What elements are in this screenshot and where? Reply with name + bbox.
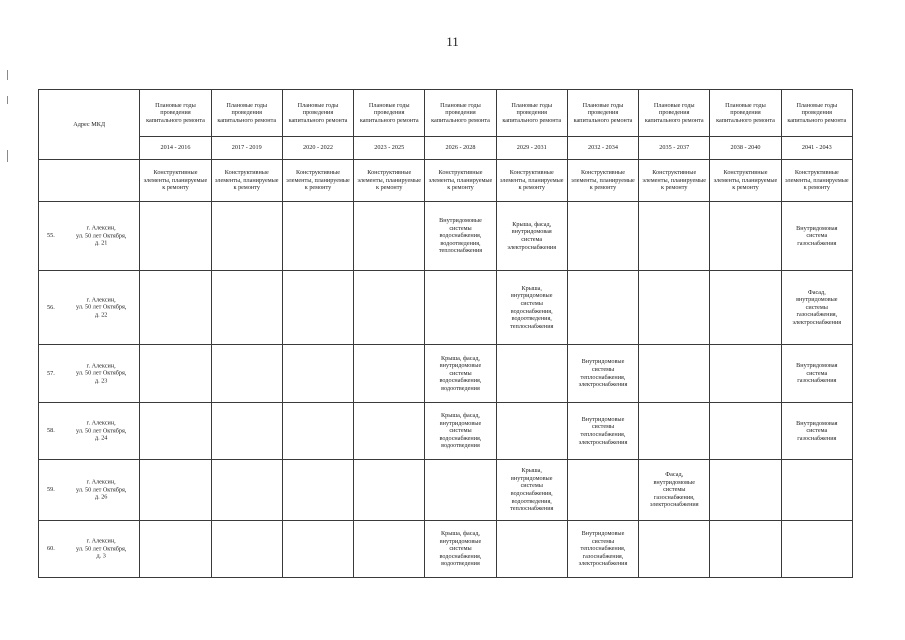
elements-title: Конструктивные элементы, планируемые к ремонту	[781, 160, 852, 202]
repair-cell	[354, 460, 425, 521]
row-address: г. Алексин, ул. 50 лет Октября, д. 26	[76, 478, 127, 501]
elements-title: Конструктивные элементы, планируемые к ремонту	[425, 160, 496, 202]
period-title: Плановые годы проведения капитального ремонта	[496, 90, 567, 137]
repair-cell	[781, 521, 852, 578]
repair-cell	[140, 271, 211, 345]
table-row	[39, 345, 853, 403]
repair-cell: Внутридомовая система газоснабжения	[781, 202, 852, 271]
elements-title: Конструктивные элементы, планируемые к ремонту	[354, 160, 425, 202]
period-years: 2032 - 2034	[567, 137, 638, 160]
repair-cell	[211, 460, 282, 521]
repair-cell: Фасад, внутридомовые системы газоснабжения, электроснабжения	[781, 271, 852, 345]
repair-cell	[211, 345, 282, 403]
period-years: 2029 - 2031	[496, 137, 567, 160]
elements-title: Конструктивные элементы, планируемые к ремонту	[496, 160, 567, 202]
header-row-elements	[39, 160, 853, 202]
elements-title: Конструктивные элементы, планируемые к ремонту	[639, 160, 710, 202]
row-number: 58.	[47, 427, 55, 435]
repair-cell	[354, 521, 425, 578]
repair-cell	[282, 271, 353, 345]
table-row	[39, 202, 853, 271]
repair-cell	[567, 460, 638, 521]
repair-cell	[710, 460, 781, 521]
period-title: Плановые годы проведения капитального ремонта	[425, 90, 496, 137]
repair-cell	[354, 345, 425, 403]
address-cell	[39, 460, 140, 521]
repair-cell	[710, 403, 781, 460]
period-title: Плановые годы проведения капитального ремонта	[211, 90, 282, 137]
row-address: г. Алексин, ул. 50 лет Октября, д. 23	[76, 362, 127, 385]
repair-cell	[567, 271, 638, 345]
address-cell	[39, 521, 140, 578]
repair-cell	[496, 345, 567, 403]
repair-cell: Внутридомовые системы теплоснабжения, электроснабжения	[567, 403, 638, 460]
period-years: 2035 - 2037	[639, 137, 710, 160]
repair-cell	[496, 403, 567, 460]
repair-cell	[710, 521, 781, 578]
repair-cell: Фасад, внутридомовые системы газоснабжения, электроснабжения	[639, 460, 710, 521]
header-row-period-titles	[39, 90, 853, 137]
repair-cell: Крыша, фасад, внутридомовые системы водоснабжения, водоотведения	[425, 521, 496, 578]
repair-cell	[710, 345, 781, 403]
period-title: Плановые годы проведения капитального ремонта	[781, 90, 852, 137]
repair-cell	[639, 345, 710, 403]
table-row	[39, 403, 853, 460]
row-address: г. Алексин, ул. 50 лет Октября, д. 22	[76, 296, 127, 319]
scan-margin-mark	[7, 96, 8, 104]
repair-cell: Крыша, внутридомовые системы водоснабжения, водоотведения, теплоснабжения	[496, 271, 567, 345]
repair-cell	[211, 521, 282, 578]
address-cell	[39, 403, 140, 460]
period-title: Плановые годы проведения капитального ремонта	[140, 90, 211, 137]
elements-title: Конструктивные элементы, планируемые к ремонту	[710, 160, 781, 202]
repair-cell	[211, 271, 282, 345]
repair-cell	[354, 271, 425, 345]
repair-cell	[639, 271, 710, 345]
repair-cell	[710, 271, 781, 345]
repair-cell: Крыша, фасад, внутридомовые системы водоснабжения, водоотведения	[425, 345, 496, 403]
repair-cell	[639, 521, 710, 578]
table-row	[39, 521, 853, 578]
repair-cell	[282, 403, 353, 460]
period-title: Плановые годы проведения капитального ремонта	[282, 90, 353, 137]
row-number: 59.	[47, 486, 55, 494]
period-years: 2023 - 2025	[354, 137, 425, 160]
address-cell	[39, 202, 140, 271]
repair-cell	[496, 521, 567, 578]
repair-cell: Внутридомовые системы водоснабжения, водоотведения, теплоснабжения	[425, 202, 496, 271]
address-subheader-empty	[39, 160, 140, 202]
address-cell	[39, 345, 140, 403]
elements-title: Конструктивные элементы, планируемые к ремонту	[211, 160, 282, 202]
repair-cell	[710, 202, 781, 271]
repair-cell	[211, 403, 282, 460]
period-title: Плановые годы проведения капитального ремонта	[710, 90, 781, 137]
repair-cell	[425, 460, 496, 521]
repair-cell: Внутридомовые системы теплоснабжения, газоснабжения, электроснабжения	[567, 521, 638, 578]
repair-cell	[282, 202, 353, 271]
repair-cell	[639, 202, 710, 271]
repair-cell: Крыша, внутридомовые системы водоснабжения, водоотведения, теплоснабжения	[496, 460, 567, 521]
row-address: г. Алексин, ул. 50 лет Октября, д. 24	[76, 419, 127, 442]
period-title: Плановые годы проведения капитального ремонта	[354, 90, 425, 137]
scan-margin-mark	[7, 70, 8, 80]
row-number: 60.	[47, 545, 55, 553]
repair-cell: Внутридомовые системы теплоснабжения, электроснабжения	[567, 345, 638, 403]
elements-title: Конструктивные элементы, планируемые к ремонту	[567, 160, 638, 202]
repair-cell	[567, 202, 638, 271]
repair-cell	[781, 460, 852, 521]
repair-cell: Крыша, фасад, внутридомовые системы водоснабжения, водоотведения	[425, 403, 496, 460]
period-title: Плановые годы проведения капитального ремонта	[567, 90, 638, 137]
page-number: 11	[446, 34, 459, 49]
capital-repair-schedule-table	[38, 89, 853, 578]
repair-cell	[282, 345, 353, 403]
row-address: г. Алексин, ул. 50 лет Октября, д. 21	[76, 224, 127, 247]
row-address: г. Алексин, ул. 50 лет Октября, д. 3	[76, 537, 127, 560]
repair-cell	[211, 202, 282, 271]
repair-cell	[140, 403, 211, 460]
repair-cell: Крыша, фасад, внутридомовая система электроснабжения	[496, 202, 567, 271]
address-column-header: Адрес МКД	[39, 90, 140, 160]
repair-cell	[140, 345, 211, 403]
address-cell	[39, 271, 140, 345]
table-row	[39, 460, 853, 521]
row-number: 57.	[47, 369, 55, 377]
period-years: 2026 - 2028	[425, 137, 496, 160]
period-years: 2014 - 2016	[140, 137, 211, 160]
repair-cell	[140, 521, 211, 578]
repair-cell	[354, 403, 425, 460]
repair-cell: Внутридомовая система газоснабжения	[781, 345, 852, 403]
repair-cell	[282, 460, 353, 521]
period-years: 2038 - 2040	[710, 137, 781, 160]
repair-cell	[425, 271, 496, 345]
period-years: 2020 - 2022	[282, 137, 353, 160]
table-row	[39, 271, 853, 345]
repair-cell	[354, 202, 425, 271]
header-row-years	[39, 137, 853, 160]
elements-title: Конструктивные элементы, планируемые к ремонту	[282, 160, 353, 202]
elements-title: Конструктивные элементы, планируемые к ремонту	[140, 160, 211, 202]
repair-cell	[639, 403, 710, 460]
repair-cell	[140, 202, 211, 271]
row-number: 56.	[47, 303, 55, 311]
scan-margin-mark	[7, 150, 8, 162]
repair-cell	[140, 460, 211, 521]
row-number: 55.	[47, 232, 55, 240]
period-title: Плановые годы проведения капитального ремонта	[639, 90, 710, 137]
repair-cell: Внутридомовая система газоснабжения	[781, 403, 852, 460]
period-years: 2017 - 2019	[211, 137, 282, 160]
period-years: 2041 - 2043	[781, 137, 852, 160]
repair-cell	[282, 521, 353, 578]
